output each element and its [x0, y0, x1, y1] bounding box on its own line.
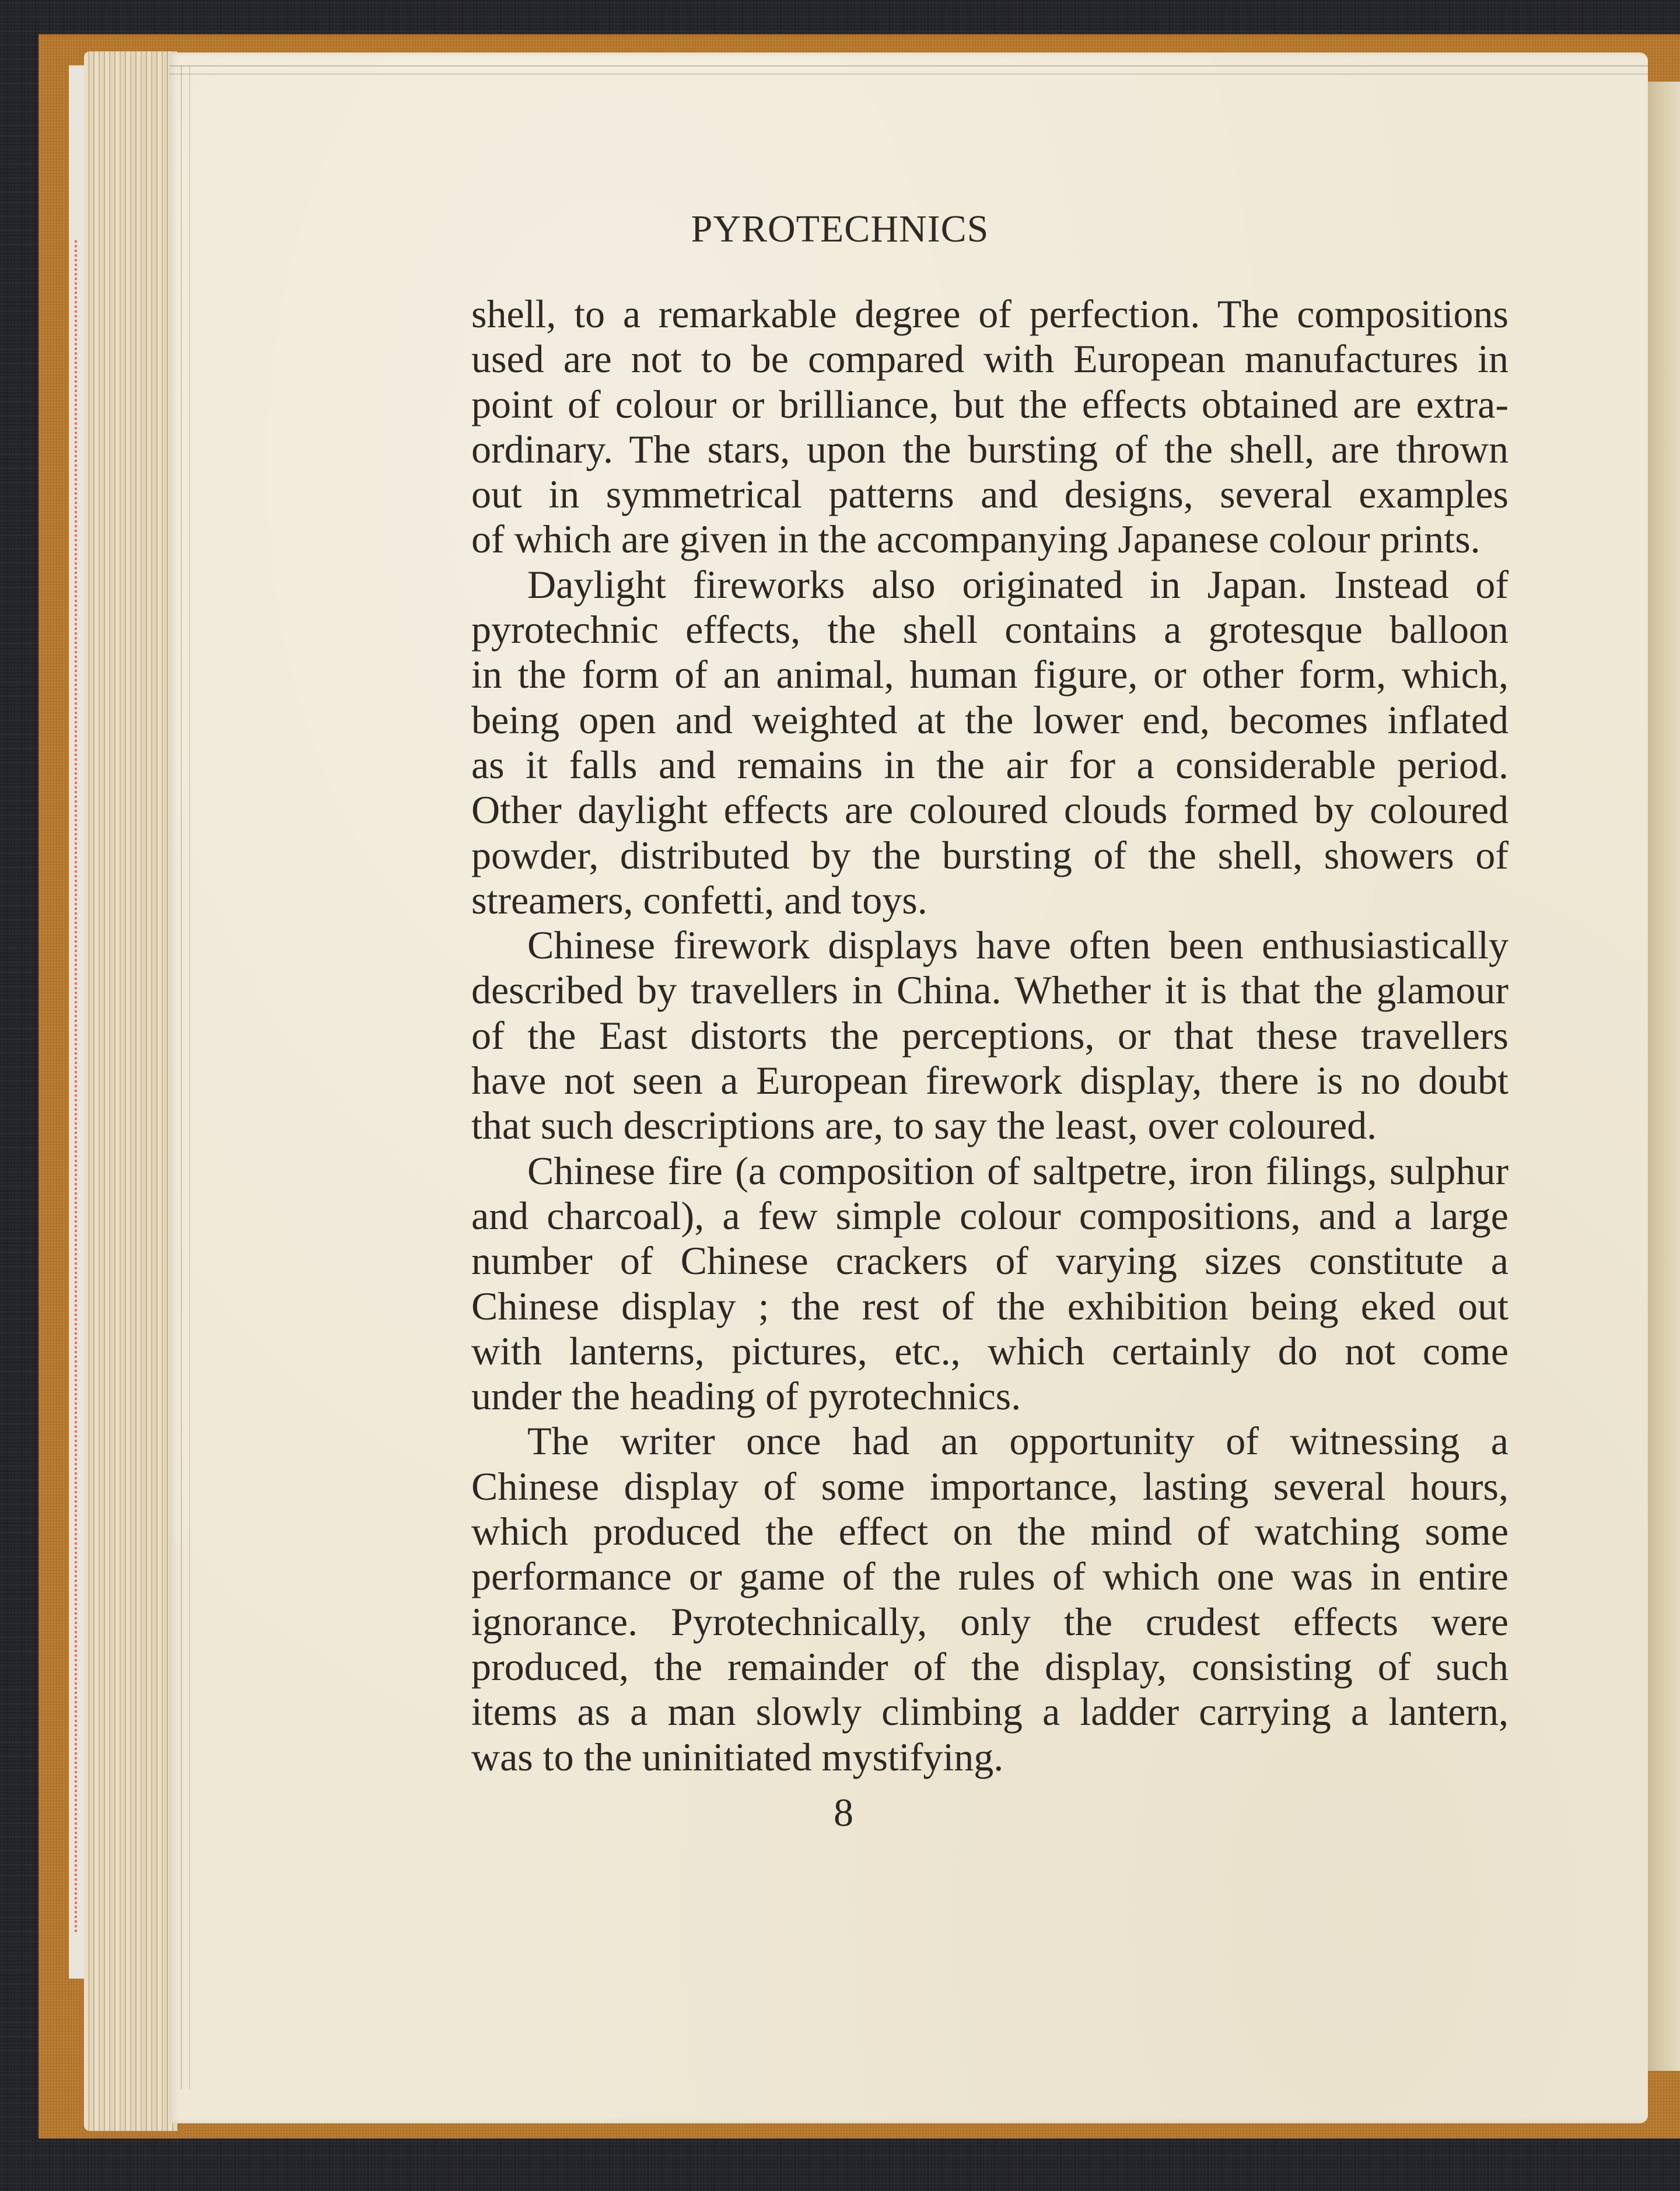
text-line: pyrotechnic effects, the shell contains a grotesque balloon	[471, 607, 1508, 652]
text-line: which produced the effect on the mind of watching some	[471, 1509, 1508, 1554]
running-head: PYROTECHNICS	[691, 208, 989, 250]
text-line: Chinese fire (a composition of saltpetre, iron filings, sulphur	[527, 1148, 1508, 1193]
text-line: shell, to a remarkable degree of perfection. The compositions	[471, 292, 1508, 336]
binding-stitching	[75, 240, 77, 1932]
text-line: performance or game of the rules of which one was in entire	[471, 1554, 1508, 1599]
text-line: that such descriptions are, to say the least, over coloured.	[471, 1103, 1377, 1148]
text-line: streamers, confetti, and toys.	[471, 877, 928, 922]
text-line: ordinary. The stars, upon the bursting of the shell, are thrown	[471, 426, 1508, 471]
text-line: Daylight fireworks also originated in Japan. Instead of	[527, 562, 1508, 607]
text-line: produced, the remainder of the display, consisting of such	[471, 1644, 1508, 1689]
text-line: and charcoal), a few simple colour compositions, and a large	[471, 1193, 1508, 1238]
text-line: was to the uninitiated mystifying.	[471, 1734, 1004, 1779]
text-line: of the East distorts the perceptions, or that these travellers	[471, 1013, 1508, 1058]
text-line: Chinese firework displays have often been enthusiastically	[527, 923, 1508, 968]
body-text	[471, 292, 1508, 1780]
text-line: The writer once had an opportunity of witnessing a	[527, 1419, 1508, 1464]
text-line: powder, distributed by the bursting of the shell, showers of	[471, 832, 1508, 877]
text-line: used are not to be compared with European manufactures in	[471, 337, 1508, 382]
text-line: described by travellers in China. Whether it is that the glamour	[471, 968, 1508, 1013]
text-line: point of colour or brilliance, but the effects obtained are extra-	[471, 382, 1508, 426]
text-line: Chinese display of some importance, lasting several hours,	[471, 1464, 1508, 1508]
text-line: have not seen a European firework display, there is no doubt	[471, 1058, 1508, 1103]
binding-strip	[69, 65, 85, 1979]
text-line: out in symmetrical patterns and designs, several examples	[471, 472, 1508, 517]
page-number: 8	[834, 1790, 853, 1835]
text-line: items as a man slowly climbing a ladder carrying a lantern,	[471, 1689, 1508, 1734]
text-line: Chinese display ; the rest of the exhibition being eked out	[471, 1283, 1508, 1328]
text-line: number of Chinese crackers of varying sizes constitute a	[471, 1238, 1508, 1283]
text-line: under the heading of pyrotechnics.	[471, 1374, 1021, 1419]
text-line: ignorance. Pyrotechnically, only the crudest effects were	[471, 1599, 1508, 1644]
text-line: as it falls and remains in the air for a considerable period.	[471, 742, 1508, 787]
text-line: being open and weighted at the lower end, becomes inflated	[471, 697, 1508, 742]
text-line: Other daylight effects are coloured clouds formed by coloured	[471, 788, 1508, 832]
text-line: with lanterns, pictures, etc., which certainly do not come	[471, 1328, 1508, 1373]
page-edge-lines-left	[181, 65, 190, 2090]
text-line: in the form of an animal, human figure, or other form, which,	[471, 652, 1508, 697]
text-line: of which are given in the accompanying Japanese colour prints.	[471, 517, 1480, 562]
page-edge-lines-top	[169, 65, 1648, 75]
